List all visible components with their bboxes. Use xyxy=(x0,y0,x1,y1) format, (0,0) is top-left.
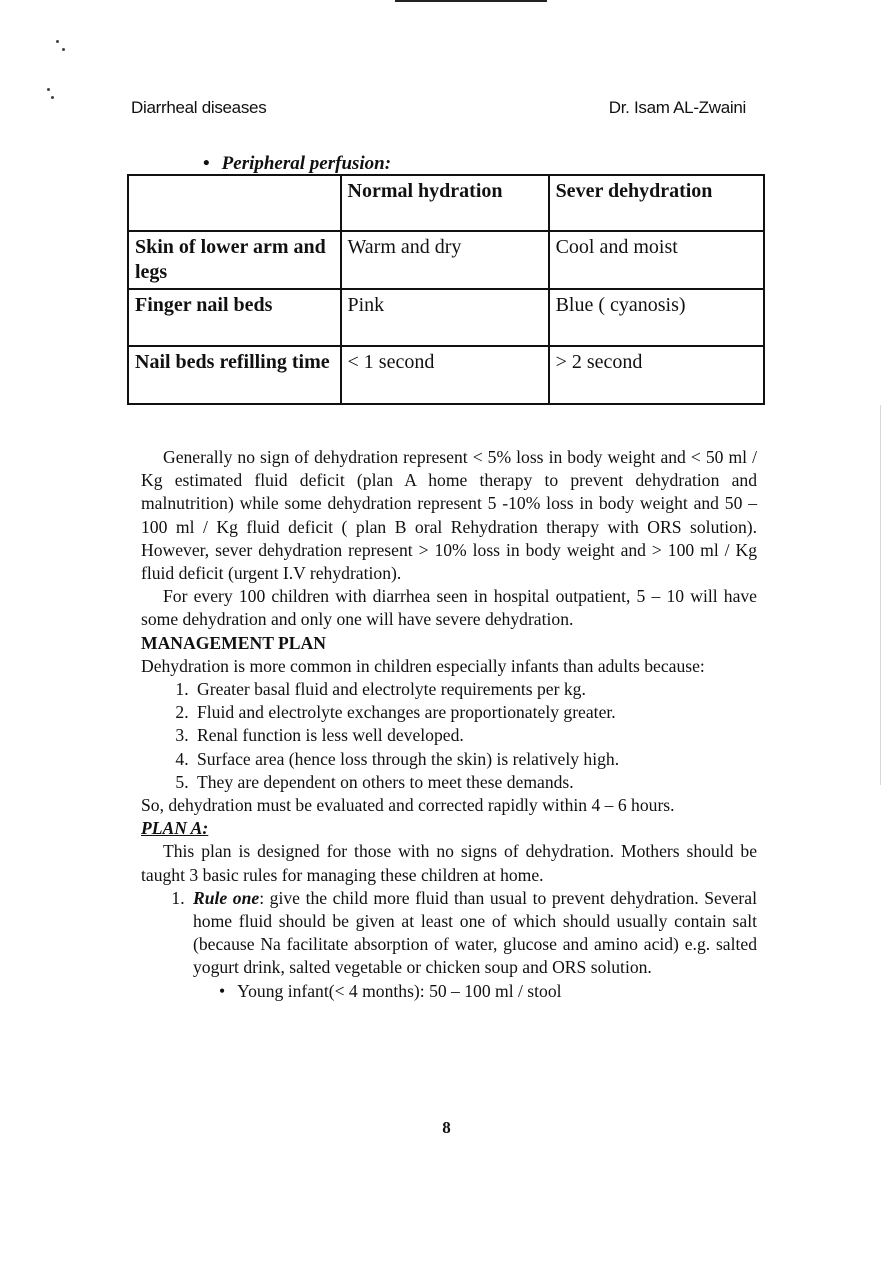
reasons-list xyxy=(141,678,757,794)
body-text xyxy=(141,446,757,1003)
table-header-row xyxy=(128,175,764,231)
sub-bullet-list xyxy=(193,980,757,1003)
paragraph: Dehydration is more common in children especially infants than adults because: xyxy=(141,655,705,676)
table-header-cell: Sever dehydration xyxy=(549,175,764,231)
table-cell: Pink xyxy=(341,289,549,346)
scan-speck xyxy=(51,96,54,99)
scan-edge-line xyxy=(880,405,881,785)
bullet-icon: • xyxy=(203,153,210,174)
scan-speck xyxy=(56,40,59,43)
list-item xyxy=(189,887,757,1003)
table-header-cell: Normal hydration xyxy=(341,175,549,231)
table-cell: > 2 second xyxy=(549,346,764,404)
table-cell: Warm and dry xyxy=(341,231,549,289)
scan-speck xyxy=(47,88,50,91)
paragraph: So, dehydration must be evaluated and corrected rapidly within 4 – 6 hours. xyxy=(141,795,675,816)
page-number: 8 xyxy=(442,1118,451,1137)
table-row xyxy=(128,289,764,346)
plan-a-heading: PLAN A: xyxy=(141,818,209,839)
rule-text: : give the child more fluid than usual to prevent dehydration. Several home fluid should be given at least one of which should usually contain salt (because Na facilitate absorption of water, glucose and amino acid) e.g. salted yogurt drink, salted vegetable or chicken soup and ORS solution. xyxy=(193,887,757,978)
section-heading-text: Peripheral perfusion: xyxy=(221,153,392,174)
table-cell: < 1 second xyxy=(341,346,549,404)
list-item: 3. Renal function is less well developed. xyxy=(193,724,757,747)
table-cell: Cool and moist xyxy=(549,231,764,289)
scan-speck xyxy=(62,48,65,51)
table-row-label: Finger nail beds xyxy=(128,289,341,346)
list-item: 4. Surface area (hence loss through the skin) is relatively high. xyxy=(193,748,757,771)
rules-list xyxy=(141,887,757,1003)
management-plan-heading: MANAGEMENT PLAN xyxy=(141,632,326,653)
list-item: 5. They are dependent on others to meet these demands. xyxy=(193,771,757,794)
list-item: 2. Fluid and electrolyte exchanges are proportionately greater. xyxy=(193,701,757,724)
list-item: • Young infant(< 4 months): 50 – 100 ml / stool xyxy=(219,980,757,1003)
top-edge-rule xyxy=(395,0,547,2)
section-heading xyxy=(203,153,391,175)
paragraph: For every 100 children with diarrhea seen in hospital outpatient, 5 – 10 will have some dehydration and only one will have severe dehydration. xyxy=(141,586,757,630)
running-header-title: Diarrheal diseases xyxy=(131,98,267,117)
table-cell: Blue ( cyanosis) xyxy=(549,289,764,346)
paragraph: Generally no sign of dehydration represent < 5% loss in body weight and < 50 ml / Kg estimated fluid deficit (plan A home therapy to prevent dehydration and malnutrition) while some dehydration represent 5 -10% loss in body weight and 50 – 100 ml / Kg fluid deficit ( plan B oral Rehydration therapy with ORS solution). However, sever dehydration represent > 10% loss in body weight and > 100 ml / Kg fluid deficit (urgent I.V rehydration). xyxy=(141,447,757,584)
table-row-label: Skin of lower arm and legs xyxy=(128,231,341,289)
rule-name: Rule one xyxy=(193,887,260,908)
table-row-label: Nail beds refilling time xyxy=(128,346,341,404)
perfusion-table xyxy=(127,174,765,405)
table-row xyxy=(128,346,764,404)
table-header-cell xyxy=(128,175,341,231)
table-row xyxy=(128,231,764,289)
running-header-author: Dr. Isam AL-Zwaini xyxy=(608,98,746,117)
paragraph: This plan is designed for those with no signs of dehydration. Mothers should be taught 3 basic rules for managing these children at home. xyxy=(141,841,757,885)
list-item: 1. Greater basal fluid and electrolyte requirements per kg. xyxy=(193,678,757,701)
